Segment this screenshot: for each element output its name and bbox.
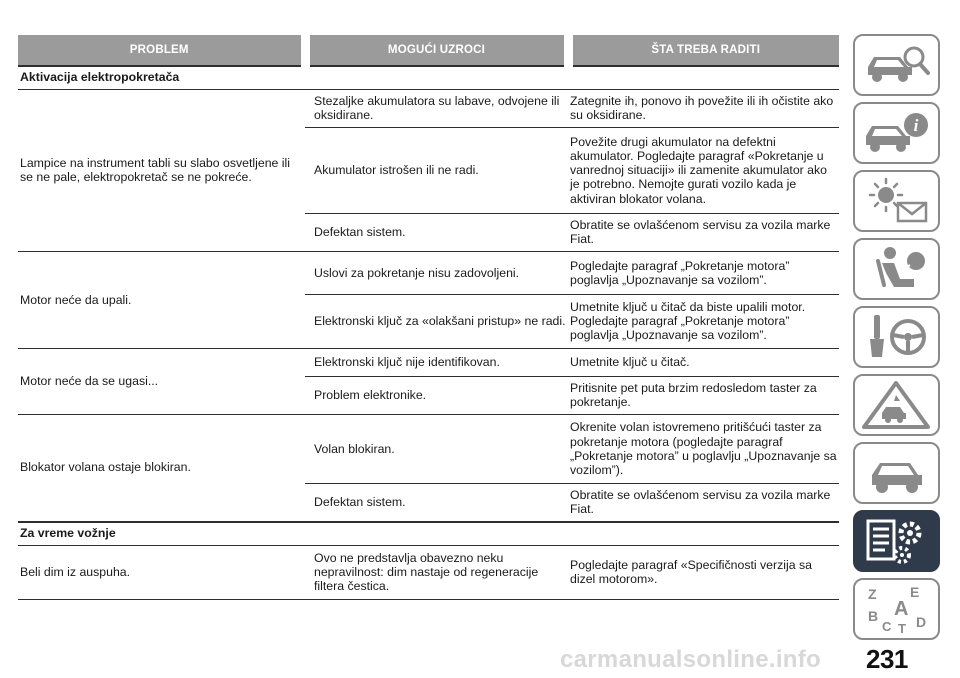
section-row: [18, 66, 839, 90]
maintenance-gear-icon: [860, 515, 934, 567]
action-cell: Okrenite volan istovremeno pritišćući taster za pokretanje motora (pogledajte paragraf „Pokretanje motora” u poglavlju „Upoznavanje sa vozilom”).: [568, 415, 839, 484]
car-warning-triangle-icon: [860, 379, 934, 431]
table-row: [18, 415, 839, 484]
action-cell: Umetnite ključ u čitač.: [568, 349, 839, 377]
table-header-row: [18, 35, 839, 66]
action-cell: Pogledajte paragraf «Specifičnosti verzija sa dizel motorom».: [568, 546, 839, 600]
problem-cell: Beli dim iz auspuha.: [18, 546, 305, 600]
action-cell: Zategnite ih, ponovo ih povežite ili ih očistite ako su oksidirane.: [568, 90, 839, 128]
header-actions: ŠTA TREBA RADITI: [568, 35, 839, 66]
svg-text:B: B: [867, 608, 878, 624]
svg-text:A: A: [893, 598, 908, 620]
cause-cell: Problem elektronike.: [305, 377, 568, 415]
svg-text:C: C: [881, 619, 891, 634]
cause-cell: Elektronski ključ nije identifikovan.: [305, 349, 568, 377]
svg-text:D: D: [915, 614, 926, 630]
section-title-starting: Aktivacija elektropokretača: [18, 66, 839, 90]
cause-cell: Akumulator istrošen ili ne radi.: [305, 128, 568, 214]
action-cell: Pogledajte paragraf „Pokretanje motora” poglavlja „Upoznavanje sa vozilom”.: [568, 252, 839, 295]
action-cell: Povežite drugi akumulator na defektni akumulator. Pogledajte paragraf «Pokretanje u vanrednoj situaciji» ili zamenite akumulator ako je potrebno. Nemojte gurati vozilo kada je aktiviran blokator volana.: [568, 128, 839, 214]
tab-emergency[interactable]: [853, 374, 940, 436]
action-cell: Pritisnite pet puta brzim redosledom taster za pokretanje.: [568, 377, 839, 415]
section-row: [18, 522, 839, 546]
svg-text:E: E: [909, 584, 919, 600]
tab-maintenance[interactable]: [853, 510, 940, 572]
alphabet-index-icon: [860, 583, 934, 635]
tab-car[interactable]: [853, 442, 940, 504]
cause-cell: Ovo ne predstavlja obavezno neku nepravilnost: dim nastaje od regeneracije filtera čestica.: [305, 546, 568, 600]
airbag-passenger-icon: [860, 243, 934, 295]
page-number: 231: [866, 644, 908, 674]
problem-cell: Motor neće da upali.: [18, 252, 305, 349]
cause-cell: Uslovi za pokretanje nisu zadovoljeni.: [305, 252, 568, 295]
tab-car-info[interactable]: [853, 102, 940, 164]
action-cell: Obratite se ovlašćenom servisu za vozila marke Fiat.: [568, 214, 839, 252]
key-steering-icon: [860, 311, 934, 363]
watermark: carmanualsonline.info: [560, 646, 822, 673]
header-problem: PROBLEM: [18, 35, 305, 66]
cause-cell: Defektan sistem.: [305, 214, 568, 252]
svg-text:i: i: [913, 116, 918, 135]
troubleshooting-table: [18, 35, 839, 600]
header-causes: MOGUĆI UZROCI: [305, 35, 568, 66]
chapter-sidebar: [853, 34, 940, 646]
tab-car-search[interactable]: [853, 34, 940, 96]
warning-lights-icon: [860, 175, 934, 227]
tab-starting-driving[interactable]: [853, 306, 940, 368]
action-cell: Umetnite ključ u čitač da biste upalili motor. Pogledajte paragraf „Pokretanje motora” poglavlja „Upoznavanje sa vozilom”.: [568, 295, 839, 349]
table-row: [18, 252, 839, 295]
svg-text:Z: Z: [867, 586, 877, 602]
table-row: [18, 349, 839, 377]
car-icon: [860, 447, 934, 499]
table-row: [18, 546, 839, 600]
table-row: [18, 90, 839, 128]
cause-cell: Volan blokiran.: [305, 415, 568, 484]
troubleshooting-table-wrapper: [18, 35, 839, 600]
car-search-icon: [860, 39, 934, 91]
section-title-driving: Za vreme vožnje: [18, 522, 839, 546]
problem-cell: Lampice na instrument tabli su slabo osvetljene ili se ne pale, elektropokretač se ne pokreće.: [18, 90, 305, 252]
cause-cell: Defektan sistem.: [305, 484, 568, 522]
action-cell: Obratite se ovlašćenom servisu za vozila marke Fiat.: [568, 484, 839, 522]
tab-safety-airbag[interactable]: [853, 238, 940, 300]
tab-warning-lights[interactable]: [853, 170, 940, 232]
cause-cell: Elektronski ključ za «olakšani pristup» ne radi.: [305, 295, 568, 349]
cause-cell: Stezaljke akumulatora su labave, odvojene ili oksidirane.: [305, 90, 568, 128]
problem-cell: Blokator volana ostaje blokiran.: [18, 415, 305, 522]
tab-alphabetical-index[interactable]: [853, 578, 940, 640]
problem-cell: Motor neće da se ugasi...: [18, 349, 305, 415]
car-info-icon: [860, 107, 934, 159]
svg-text:T: T: [897, 621, 906, 635]
